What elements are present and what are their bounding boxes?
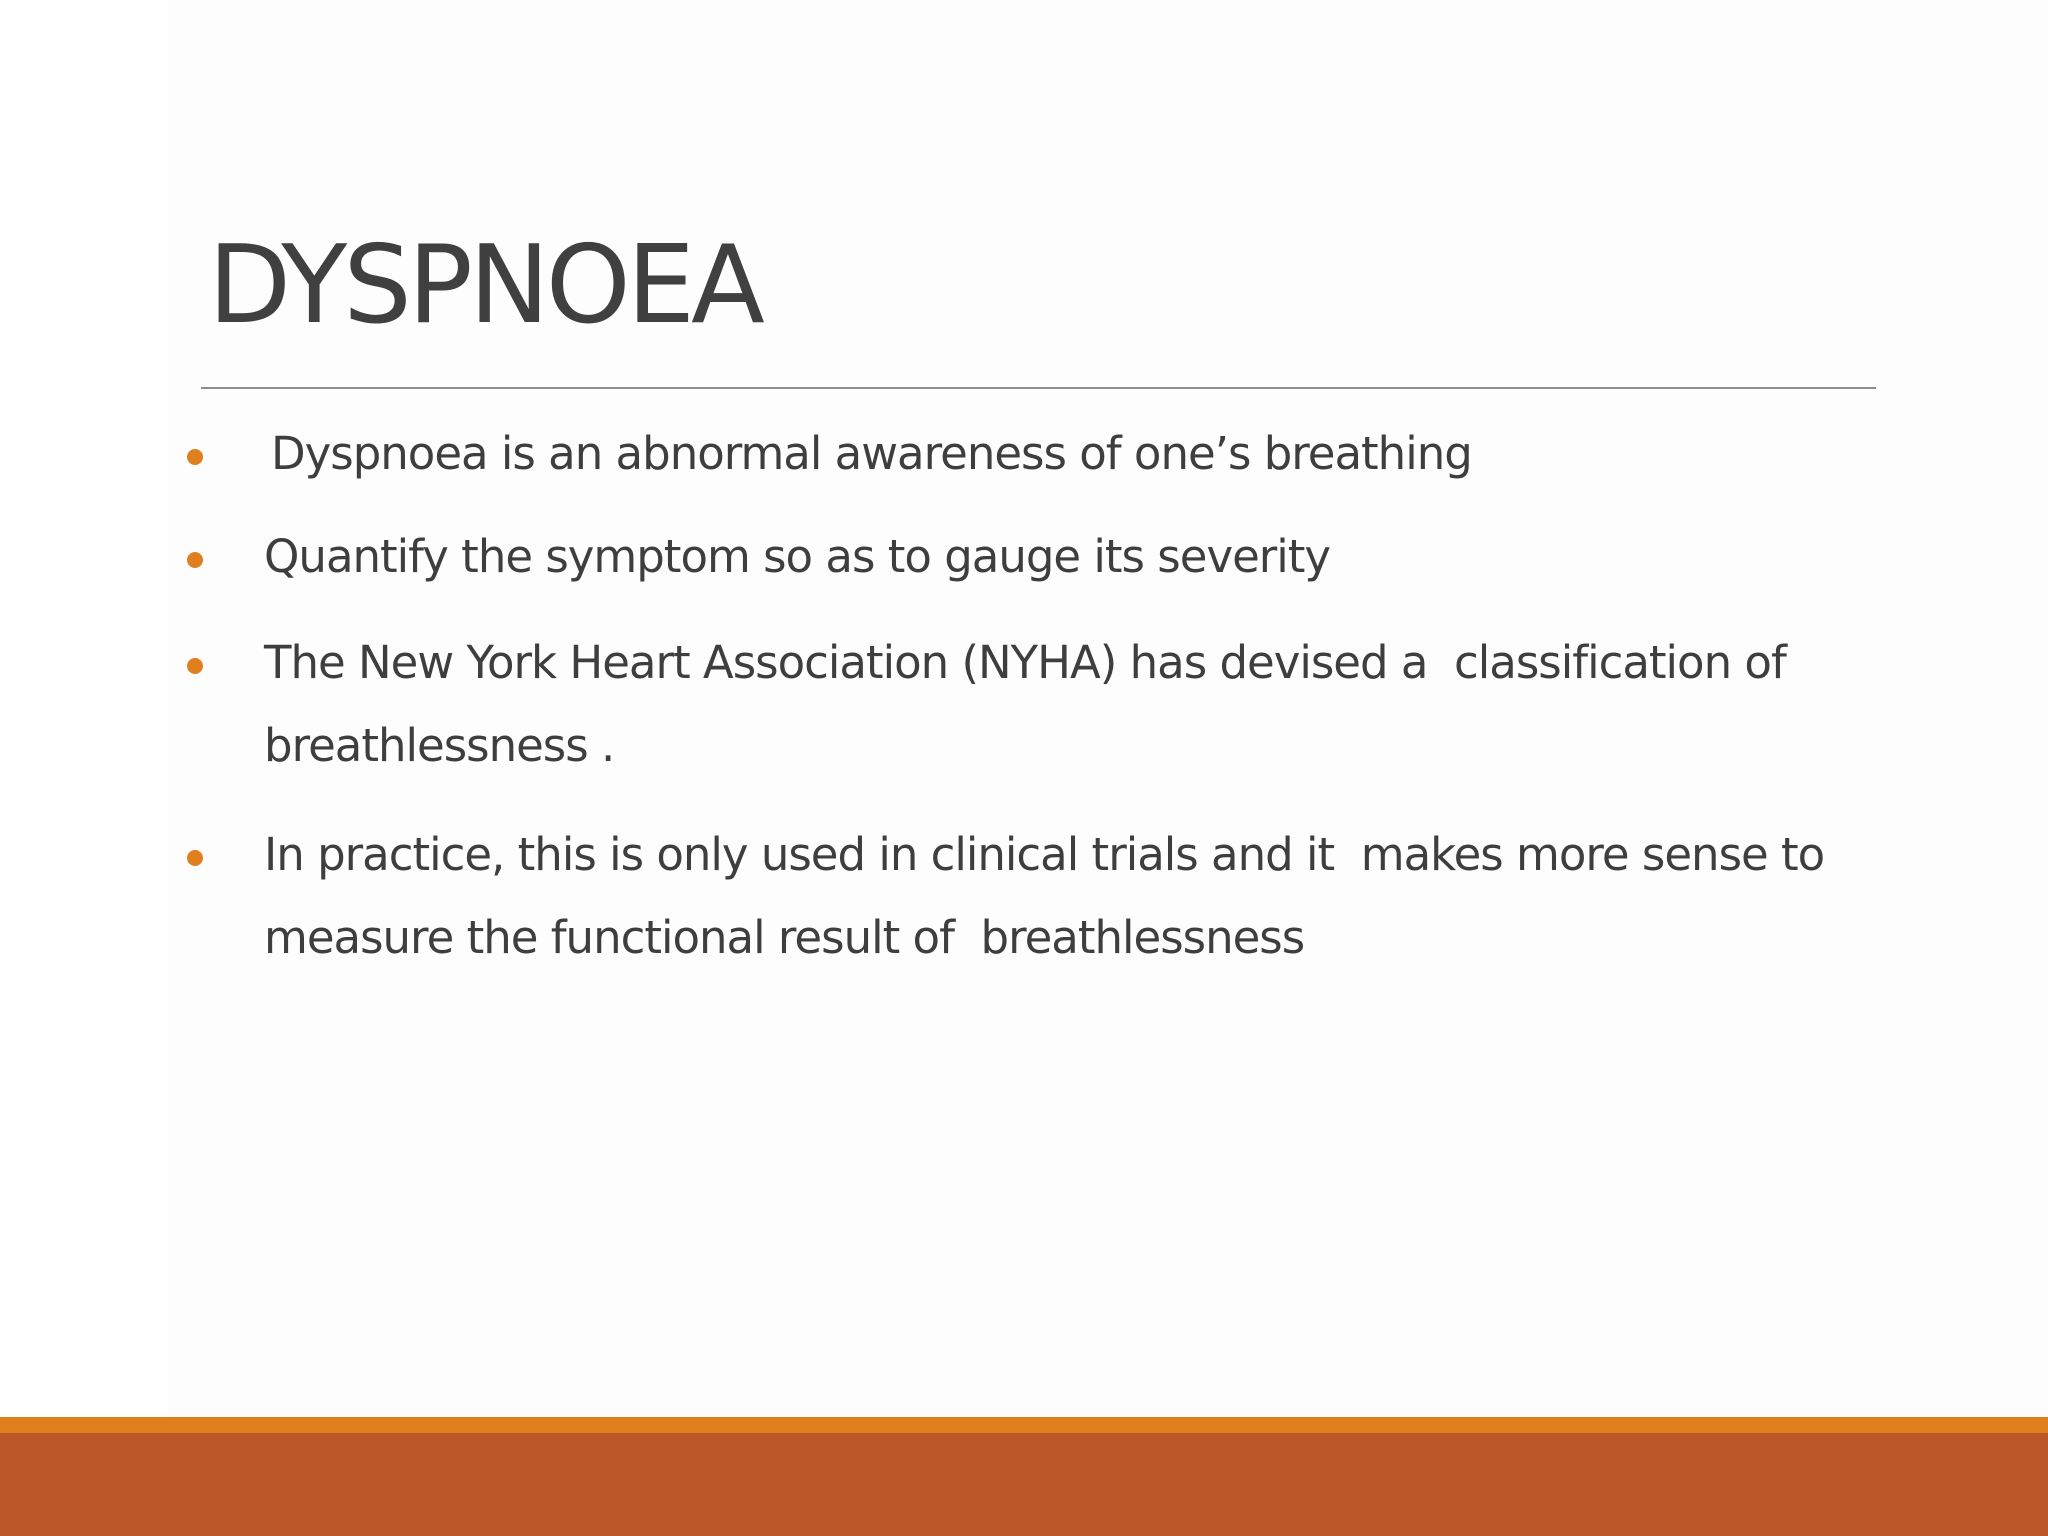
bullet-dot-icon — [187, 658, 203, 674]
bullet-text: Quantify the symptom so as to gauge its severity — [264, 530, 1331, 583]
bullet-dot-icon — [187, 449, 203, 465]
slide-title: DYSPNOEA — [208, 223, 761, 348]
title-divider — [201, 387, 1876, 389]
bullet-dot-icon — [187, 552, 203, 568]
bullet-text: The New York Heart Association (NYHA) has devised a classification of breathlessness . — [264, 636, 1800, 772]
footer-accent-stripe — [0, 1417, 2048, 1433]
bullet-text: In practice, this is only used in clinical trials and it makes more sense to measure the functional result of breathlessness — [264, 828, 1838, 964]
bullet-dot-icon — [187, 850, 203, 866]
bullet-text: Dyspnoea is an abnormal awareness of one’s breathing — [271, 427, 1472, 480]
footer-bar — [0, 1433, 2048, 1536]
